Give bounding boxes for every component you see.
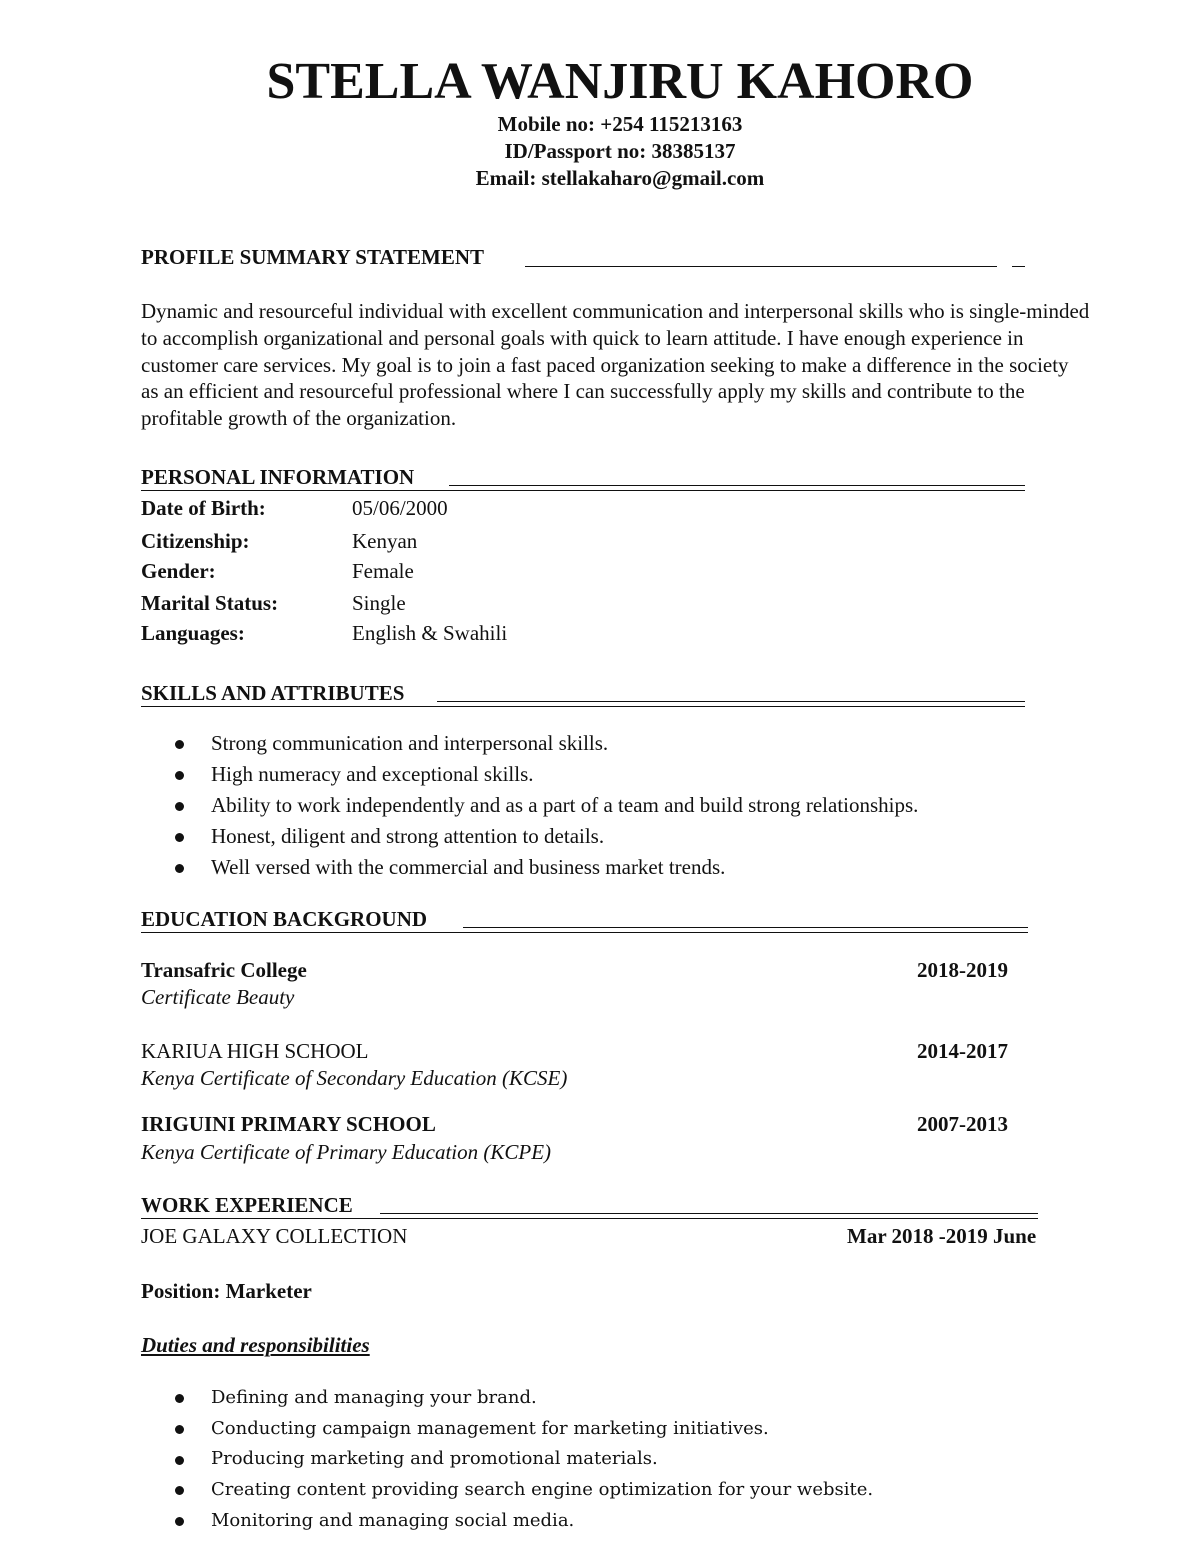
duty-text: Creating content providing search engine optimization for your website. (211, 1479, 874, 1501)
bullet-icon (175, 740, 184, 749)
bullet-icon (175, 864, 184, 873)
skill-text: Ability to work independently and as a part of a team and build strong relationships. (211, 793, 919, 817)
job-position: Position: Marketer (141, 1279, 312, 1303)
duty-text: Defining and managing your brand. (211, 1387, 537, 1408)
skills-list (141, 728, 918, 883)
profile-summary-text: Dynamic and resourceful individual with excellent communication and interpersonal skills who is single-minded to accomplish organizational and personal goals with quick to learn attitude. I have enough experience in customer care services. My goal is to join a fast paced organization seeking to make a difference in the society as an efficient and resourceful professional where I can successfully apply my skills and contribute to the profitable growth of the organization. (141, 299, 1090, 431)
citizenship-label: Citizenship: (141, 529, 250, 553)
list-item (141, 728, 918, 759)
candidate-name: STELLA WANJIRU KAHORO (266, 53, 974, 110)
duties-title: Duties and responsibilities (141, 1333, 370, 1357)
school-years: 2018-2019 (917, 958, 1008, 982)
education-rule-lower (141, 932, 1028, 933)
skill-text: High numeracy and exceptional skills. (211, 762, 534, 786)
profile-heading-rule-tail (1012, 266, 1025, 267)
skills-rule-lower (141, 706, 1025, 707)
profile-heading: PROFILE SUMMARY STATEMENT (141, 245, 485, 269)
email-address: Email: stellakaharo@gmail.com (475, 166, 765, 190)
skill-text: Well versed with the commercial and business market trends. (211, 855, 726, 879)
bullet-icon (175, 833, 184, 842)
school-qualification: Kenya Certificate of Secondary Education (KCSE) (141, 1066, 568, 1090)
skill-text: Strong communication and interpersonal skills. (211, 731, 609, 755)
school-name: Transafric College (141, 958, 307, 982)
languages-label: Languages: (141, 621, 245, 645)
work-rule (380, 1213, 1038, 1214)
duty-text: Producing marketing and promotional materials. (211, 1448, 658, 1470)
education-heading: EDUCATION BACKGROUND (141, 907, 428, 931)
school-qualification: Kenya Certificate of Primary Education (KCPE) (141, 1140, 552, 1164)
skill-text: Honest, diligent and strong attention to details. (211, 824, 605, 848)
list-item (141, 1475, 873, 1506)
bullet-icon (175, 802, 184, 811)
work-rule-lower (141, 1218, 1038, 1219)
education-rule (463, 927, 1028, 928)
id-number: ID/Passport no: 38385137 (504, 139, 736, 163)
bullet-icon (175, 1456, 184, 1465)
bullet-icon (175, 1517, 184, 1526)
list-item (141, 1506, 873, 1537)
duty-text: Conducting campaign management for marketing initiatives. (211, 1417, 769, 1439)
bullet-icon (175, 1486, 184, 1495)
school-name: KARIUA HIGH SCHOOL (141, 1039, 369, 1063)
school-years: 2014-2017 (917, 1039, 1008, 1063)
list-item (141, 1414, 873, 1445)
list-item (141, 821, 918, 852)
skills-rule (437, 701, 1025, 702)
dob-value: 05/06/2000 (352, 496, 448, 520)
dob-label: Date of Birth: (141, 496, 266, 520)
duties-list (141, 1383, 873, 1536)
personal-info-rule-lower (141, 490, 1025, 491)
bullet-icon (175, 1394, 184, 1403)
languages-value: English & Swahili (352, 621, 508, 645)
personal-info-heading: PERSONAL INFORMATION (141, 465, 415, 489)
personal-info-rule (449, 485, 1025, 486)
list-item (141, 1383, 873, 1414)
gender-label: Gender: (141, 559, 216, 583)
list-item (141, 790, 918, 821)
bullet-icon (175, 771, 184, 780)
employer-name: JOE GALAXY COLLECTION (141, 1224, 408, 1248)
mobile-number: Mobile no: +254 115213163 (497, 112, 743, 136)
citizenship-value: Kenyan (352, 529, 418, 553)
skills-heading: SKILLS AND ATTRIBUTES (141, 681, 405, 705)
bullet-icon (175, 1425, 184, 1434)
school-qualification: Certificate Beauty (141, 985, 295, 1009)
duty-text: Monitoring and managing social media. (211, 1509, 575, 1531)
gender-value: Female (352, 559, 414, 583)
work-heading: WORK EXPERIENCE (141, 1193, 353, 1217)
list-item (141, 759, 918, 790)
marital-status-label: Marital Status: (141, 591, 279, 615)
school-years: 2007-2013 (917, 1112, 1008, 1136)
marital-status-value: Single (352, 591, 406, 615)
school-name: IRIGUINI PRIMARY SCHOOL (141, 1112, 436, 1136)
list-item (141, 1444, 873, 1475)
employment-dates: Mar 2018 -2019 June (847, 1224, 1037, 1248)
list-item (141, 852, 918, 883)
profile-heading-rule (525, 266, 997, 267)
